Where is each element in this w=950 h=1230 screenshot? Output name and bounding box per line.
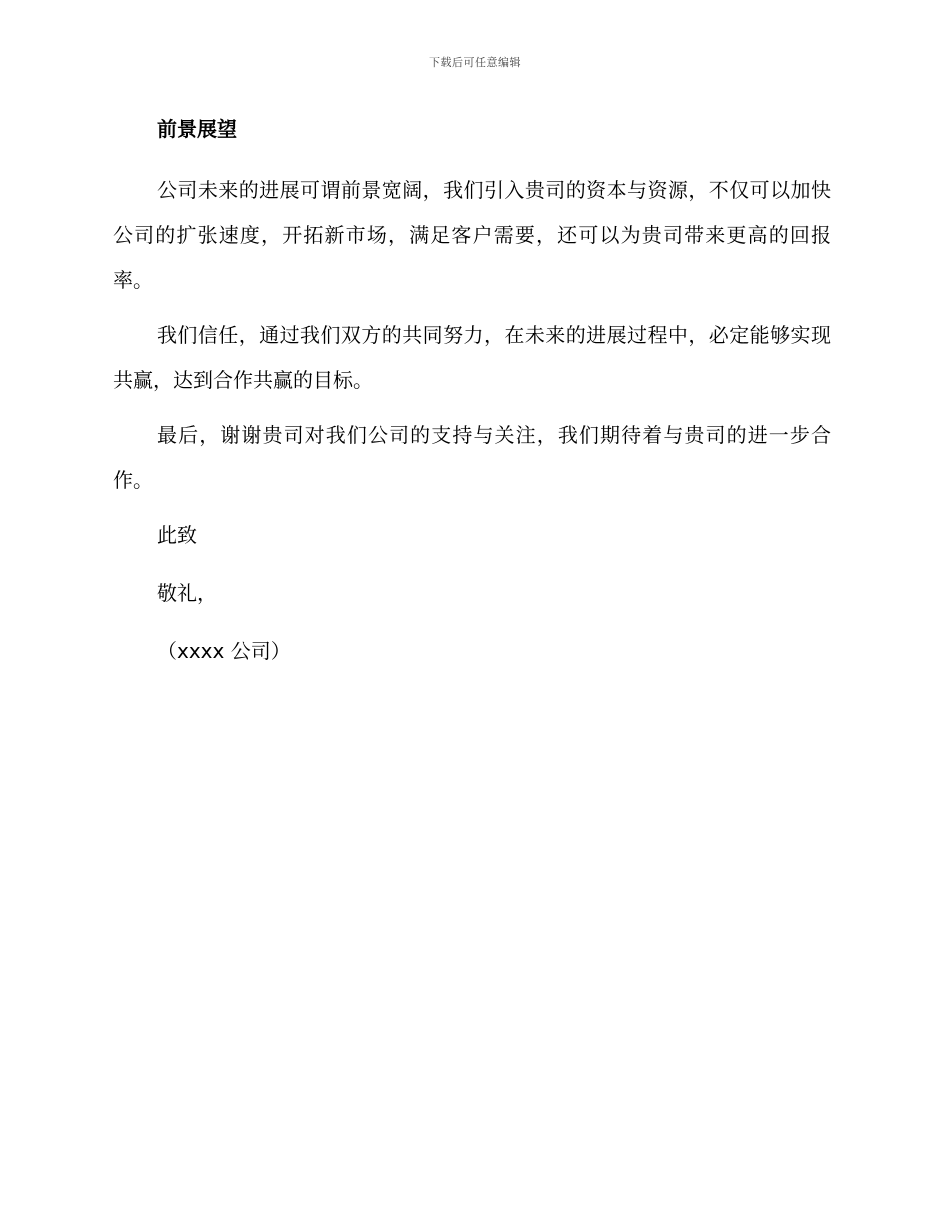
signature-company: （xxxx 公司）	[157, 639, 291, 663]
paragraph-thanks: 最后，谢谢贵司对我们公司的支持与关注，我们期待着与贵司的进一步合作。	[113, 423, 831, 492]
header-note: 下载后可任意编辑	[429, 56, 521, 69]
closing-regards: 敬礼，	[157, 581, 217, 605]
paragraph-outlook: 公司未来的进展可谓前景宽阔，我们引入贵司的资本与资源，不仅可以加快公司的扩张速度，开拓新市场，满足客户需要，还可以为贵司带来更高的回报率。	[113, 178, 831, 292]
closing-salutation: 此致	[157, 523, 197, 547]
section-heading: 前景展望	[157, 117, 237, 141]
paragraph-cooperation: 我们信任，通过我们双方的共同努力，在未来的进展过程中，必定能够实现共赢，达到合作共赢的目标。	[113, 323, 831, 392]
letter-body	[113, 112, 831, 687]
